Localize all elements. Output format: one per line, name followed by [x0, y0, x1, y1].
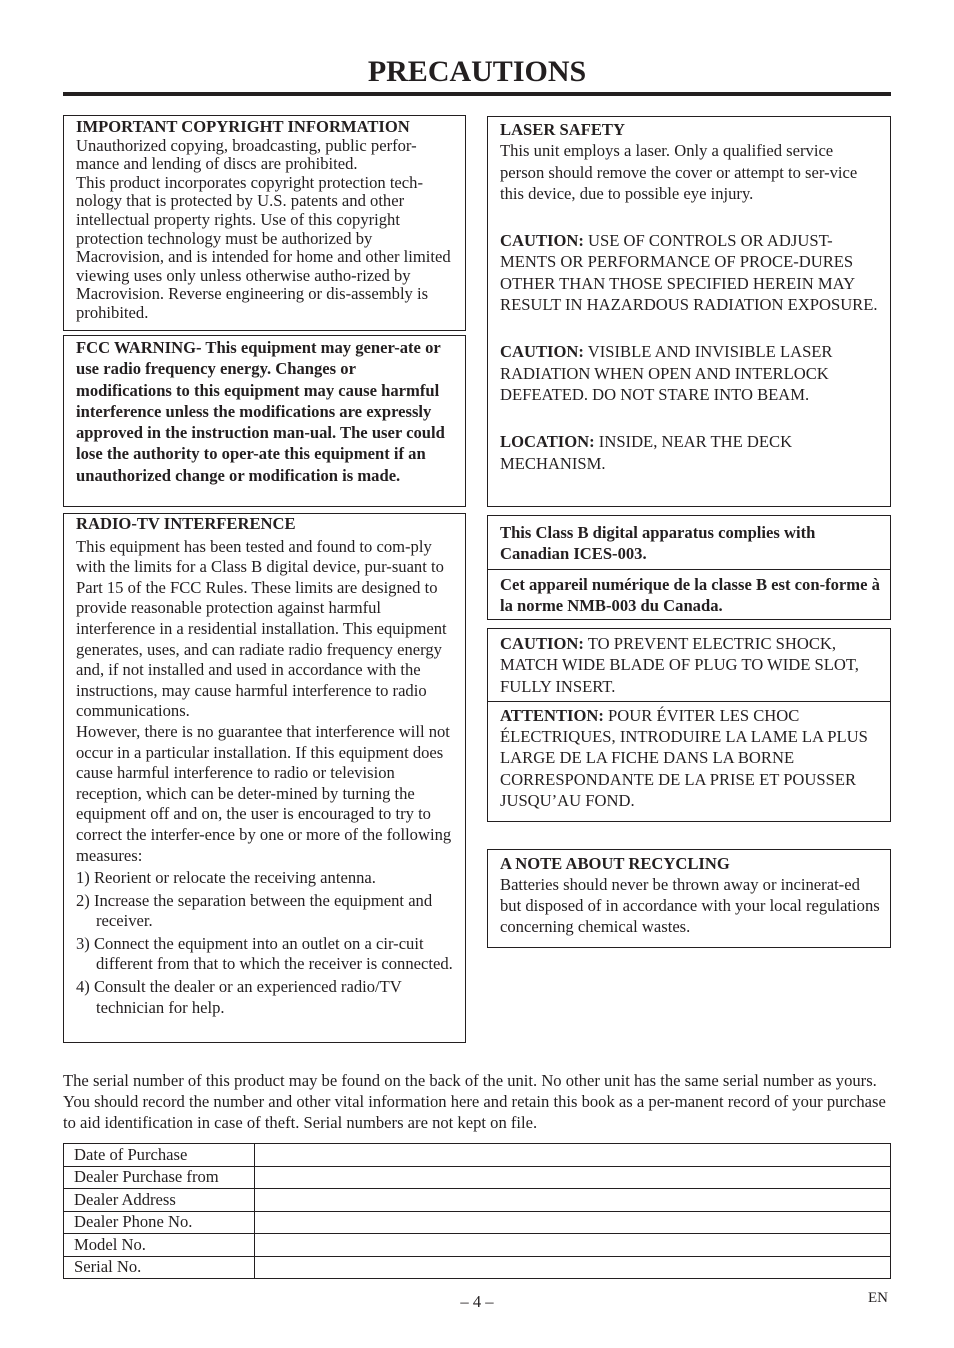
row-label: Serial No.: [64, 1256, 255, 1279]
shock-attention: [500, 702, 880, 811]
measure-item: 3) Connect the equipment into an outlet on a cir-cuit different from that to which the receiver is connected.: [76, 933, 453, 974]
copyright-heading: IMPORTANT COPYRIGHT INFORMATION: [76, 117, 410, 136]
copyright-paragraph-1: Unauthorized copying, broadcasting, public perfor-mance and lending of discs are prohibited.: [76, 135, 417, 174]
serial-number-note: The serial number of this product may be found on the back of the unit. No other unit has the same serial number as yours. You should record the number and other vital information here and retain this book as a per-manent record of your purchase to aid identification in case of theft. Serial numbers are not kept on file.: [63, 1071, 886, 1132]
row-value-field: [255, 1234, 891, 1257]
shock-caution: [500, 633, 880, 701]
fcc-warning-box: [63, 335, 466, 507]
copyright-box: [63, 115, 466, 331]
laser-heading: LASER SAFETY: [500, 120, 625, 139]
row-label: Dealer Purchase from: [64, 1166, 255, 1189]
caution-text: TO PREVENT ELECTRIC SHOCK, MATCH WIDE BLADE OF PLUG TO WIDE SLOT, FULLY INSERT.: [500, 634, 859, 696]
row-label: Date of Purchase: [64, 1144, 255, 1167]
row-value-field: [255, 1256, 891, 1279]
row-value-field: [255, 1144, 891, 1167]
row-label: Dealer Address: [64, 1189, 255, 1212]
table-row: [64, 1256, 891, 1279]
caution-text: VISIBLE AND INVISIBLE LASER RADIATION WHEN OPEN AND INTERLOCK DEFEATED. DO NOT STARE INTO BEAM.: [500, 342, 833, 404]
radio-tv-paragraph-2: However, there is no guarantee that interference will not occur in a particular installation. If this equipment does cause harmful interference to radio or television reception, which can be deter-mined by turning the equipment off and on, the user is encouraged to try to correct the interfer-ence by one or more of the following measures:: [76, 721, 452, 865]
table-row: [64, 1166, 891, 1189]
recycling-box: [487, 849, 891, 948]
measures-list: [76, 868, 455, 1018]
laser-location: [500, 431, 880, 474]
row-value-field: [255, 1189, 891, 1212]
caution-label: CAUTION:: [500, 231, 584, 251]
location-label: LOCATION:: [500, 432, 595, 452]
row-label: Dealer Phone No.: [64, 1211, 255, 1234]
attention-text: POUR ÉVITER LES CHOC ÉLECTRIQUES, INTRODUIRE LA LAME LA PLUS LARGE DE LA FICHE DANS LA BORNE CORRESPONDANTE DE LA PRISE ET POUSSER JUSQU’AU FOND.: [500, 705, 868, 811]
laser-caution-2: [500, 341, 880, 405]
radio-tv-heading: RADIO-TV INTERFERENCE: [76, 514, 296, 533]
caution-label: CAUTION:: [500, 634, 584, 653]
caution-label: CAUTION:: [500, 342, 584, 362]
laser-caution-1: [500, 230, 880, 315]
recycling-paragraph: Batteries should never be thrown away or incinerat-ed but disposed of in accordance with your local regulations concerning chemical wastes.: [500, 875, 880, 936]
measure-item: 2) Increase the separation between the equipment and receiver.: [76, 890, 433, 931]
row-value-field: [255, 1211, 891, 1234]
table-row: [64, 1189, 891, 1212]
canada-english-text: This Class B digital apparatus complies with Canadian ICES-003.: [500, 523, 816, 564]
radio-tv-paragraph-1: This equipment has been tested and found to com-ply with the limits for a Class B digital device, pur-suant to Part 15 of the FCC Rules. These limits are designed to provide reasonable protection against harmful interference in a residential installation. This equipment generates, uses, and can radiate radio frequency energy and, if not installed and used in accordance with the instructions, may cause harmful interference to radio communications.: [76, 536, 447, 721]
row-label: Model No.: [64, 1234, 255, 1257]
copyright-paragraph-2: This product incorporates copyright protection tech-nology that is protected by U.S. patents and other intellectual property rights. Use of this copyright protection technology must be authorized by Macrovision, and is intended for home and other limited viewing uses only unless otherwise autho-rized by Macrovision. Reverse engineering or dis-assembly is prohibited.: [76, 172, 451, 322]
radio-tv-box: [63, 513, 466, 1043]
location-text: INSIDE, NEAR THE DECK MECHANISM.: [500, 432, 793, 473]
canada-french-text: Cet appareil numérique de la classe B est con-forme à la norme NMB-003 du Canada.: [500, 574, 880, 615]
fcc-warning-text: FCC WARNING- This equipment may gener-ate or use radio frequency energy. Changes or modifications to this equipment may cause harmful interference unless the modifications are expressly approved in the instruction man-ual. The user could lose the authority to oper-ate this equipment if an unauthorized change or modification is made.: [76, 338, 445, 485]
caution-text: USE OF CONTROLS OR ADJUST-MENTS OR PERFORMANCE OF PROCE-DURES OTHER THAN THOSE SPECIFIED HEREIN MAY RESULT IN HAZARDOUS RADIATION EXPOSURE.: [500, 231, 878, 315]
row-value-field: [255, 1166, 891, 1189]
table-row: [64, 1211, 891, 1234]
recycling-heading: A NOTE ABOUT RECYCLING: [500, 854, 730, 873]
measure-item: 4) Consult the dealer or an experienced radio/TV technician for help.: [76, 977, 402, 1017]
electric-shock-box: [487, 628, 891, 822]
measure-item: 1) Reorient or relocate the receiving antenna.: [76, 868, 376, 888]
laser-paragraph: This unit employs a laser. Only a qualified service person should remove the cover or attempt to ser-vice this device, due to possible eye injury.: [500, 141, 858, 203]
laser-safety-box: [487, 116, 891, 507]
canada-compliance-box: [487, 515, 891, 620]
page-title: PRECAUTIONS: [367, 55, 587, 88]
title-rule: [63, 92, 891, 96]
page-number: – 4 –: [460, 1292, 494, 1311]
purchase-record-table: [63, 1143, 891, 1279]
table-row: [64, 1234, 891, 1257]
attention-label: ATTENTION:: [500, 705, 604, 725]
table-row: [64, 1144, 891, 1167]
language-code: EN: [868, 1290, 888, 1306]
